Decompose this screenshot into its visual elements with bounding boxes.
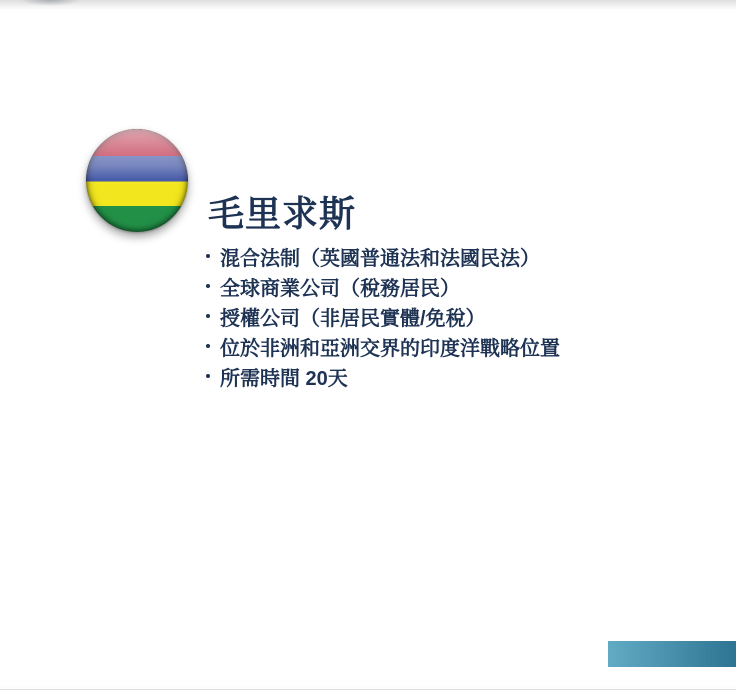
- page-top-shadow: [0, 0, 736, 10]
- list-item: [206, 271, 560, 301]
- page-top-shadow-smudge: [20, 0, 80, 6]
- list-item-text: 位於非洲和亞洲交界的印度洋戰略位置: [220, 337, 560, 360]
- list-item: [206, 331, 560, 361]
- bullet-dot-icon: [206, 374, 210, 378]
- bullet-dot-icon: [206, 254, 210, 258]
- bullet-dot-icon: [206, 344, 210, 348]
- page-title: 毛里求斯: [208, 193, 357, 235]
- footer-accent-bar: [608, 641, 736, 667]
- bullet-dot-icon: [206, 284, 210, 288]
- bullet-list: [206, 241, 560, 391]
- list-item: [206, 241, 560, 271]
- list-item: [206, 361, 560, 391]
- bullet-dot-icon: [206, 314, 210, 318]
- mauritius-flag-icon: [86, 129, 188, 232]
- page-bottom-edge: [0, 689, 736, 690]
- list-item-text: 授權公司（非居民實體/免稅）: [220, 307, 486, 330]
- list-item-text: 所需時間 20天: [220, 367, 348, 390]
- list-item-text: 混合法制（英國普通法和法國民法）: [220, 247, 540, 270]
- list-item-text: 全球商業公司（稅務居民）: [220, 277, 460, 300]
- flag-gloss-highlight: [86, 129, 188, 232]
- list-item: [206, 301, 560, 331]
